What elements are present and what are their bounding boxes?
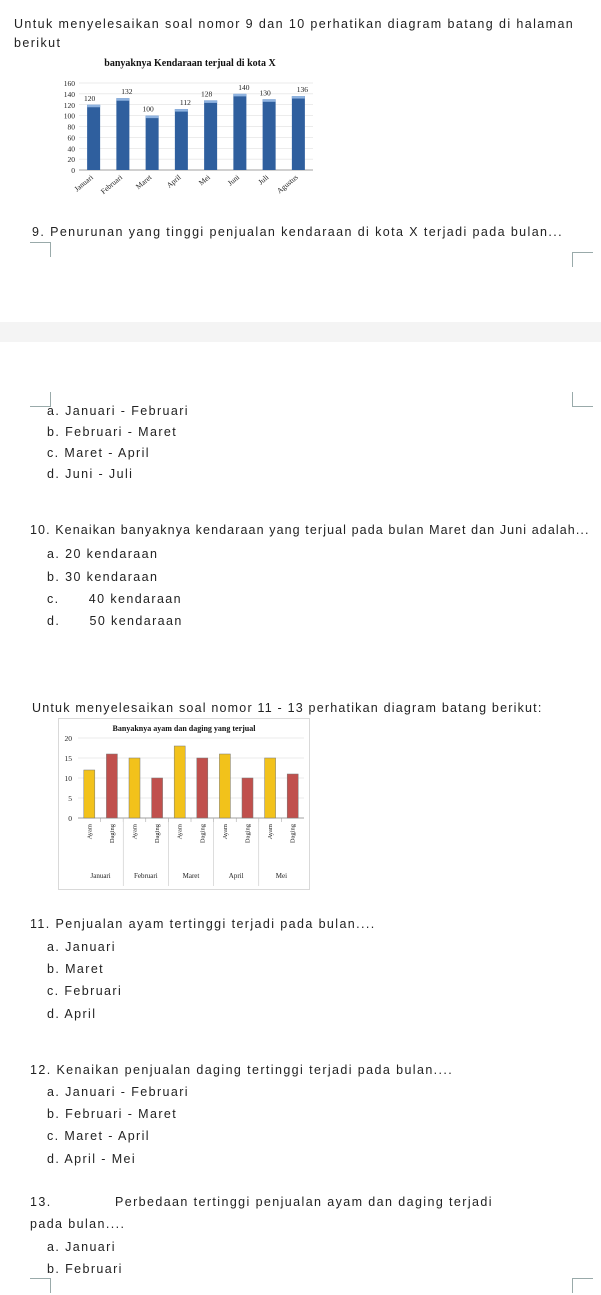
page-corner-mark bbox=[30, 1278, 51, 1293]
q12-option-a[interactable]: a. Januari - Februari bbox=[47, 1085, 189, 1099]
chart2-series-label: Ayam bbox=[86, 824, 94, 840]
chart1-y-tick: 100 bbox=[63, 111, 75, 121]
intro-line-1: Untuk menyelesaikan soal nomor 9 dan 10 perhatikan diagram batang di halaman bbox=[14, 17, 575, 31]
chart2-series-label: Daging bbox=[289, 824, 297, 844]
chart2-series-label: Daging bbox=[199, 824, 207, 844]
q9-option-d[interactable]: d. Juni - Juli bbox=[47, 467, 134, 481]
q10-option-c[interactable]: c. 40 kendaraan bbox=[47, 592, 183, 606]
q12-option-c[interactable]: c. Maret - April bbox=[47, 1129, 150, 1143]
q9-option-b[interactable]: b. Februari - Maret bbox=[47, 425, 178, 439]
chart2-series-label: Ayam bbox=[176, 824, 184, 840]
q10-option-a[interactable]: a. 20 kendaraan bbox=[47, 547, 159, 561]
chart2-y-tick: 0 bbox=[68, 814, 72, 823]
vehicle-sales-chart bbox=[55, 55, 325, 215]
chart2-bar-ayam bbox=[129, 758, 140, 818]
chart1-bar bbox=[233, 94, 246, 170]
chart1-bar bbox=[87, 105, 100, 170]
chart1-bar-cap bbox=[233, 94, 246, 97]
chart2-bar-daging bbox=[242, 778, 253, 818]
chart2-group-label: Januari bbox=[90, 872, 111, 880]
chart1-bar-cap bbox=[116, 98, 129, 101]
chart1-data-label: 112 bbox=[179, 98, 191, 108]
q11-option-b[interactable]: b. Maret bbox=[47, 962, 105, 976]
q13-number: 13. bbox=[30, 1195, 52, 1209]
chart2-bar-ayam bbox=[219, 754, 230, 818]
chart1-x-tick: Februari bbox=[98, 172, 125, 196]
q10-option-d[interactable]: d. 50 kendaraan bbox=[47, 614, 183, 628]
page-corner-mark bbox=[572, 1278, 593, 1293]
chart1-data-label: 136 bbox=[296, 85, 308, 95]
q11-option-a[interactable]: a. Januari bbox=[47, 940, 116, 954]
chart2-series-label: Ayam bbox=[267, 824, 275, 840]
chart2-group-label: Februari bbox=[133, 872, 158, 880]
q12-question: 12. Kenaikan penjualan daging tertinggi terjadi pada bulan.... bbox=[30, 1063, 454, 1077]
chart1-x-tick: Juni bbox=[225, 172, 242, 188]
chart1-bar bbox=[146, 116, 159, 170]
chart2-title: Banyaknya ayam dan daging yang terjual bbox=[112, 724, 256, 733]
q12-option-b[interactable]: b. Februari - Maret bbox=[47, 1107, 178, 1121]
chart1-data-label: 100 bbox=[142, 104, 154, 114]
chart2-y-tick: 15 bbox=[64, 754, 72, 763]
chart1-data-label: 140 bbox=[238, 82, 250, 92]
page-corner-mark bbox=[572, 392, 593, 407]
q13-question: Perbedaan tertinggi penjualan ayam dan daging terjadi bbox=[115, 1195, 493, 1209]
q10-option-b[interactable]: b. 30 kendaraan bbox=[47, 570, 159, 584]
chart1-bar-cap bbox=[175, 109, 188, 112]
chart1-bar bbox=[263, 99, 276, 170]
chart1-y-tick: 160 bbox=[63, 79, 75, 88]
chart1-x-tick: April bbox=[164, 172, 183, 190]
chart1-x-tick: Januari bbox=[72, 172, 95, 194]
q11-question: 11. Penjualan ayam tertinggi terjadi pada bulan.... bbox=[30, 917, 376, 931]
q9-option-a[interactable]: a. Januari - Februari bbox=[47, 404, 189, 418]
chart2-series-label: Daging bbox=[108, 824, 116, 844]
q11-option-d[interactable]: d. April bbox=[47, 1007, 97, 1021]
chart1-x-tick: Juli bbox=[256, 172, 271, 187]
chart1-x-tick: Maret bbox=[133, 172, 154, 192]
chart1-title: banyaknya Kendaraan terjual di kota X bbox=[104, 58, 276, 69]
chart1-bar-cap bbox=[263, 99, 276, 102]
chart2-series-label: Daging bbox=[244, 824, 252, 844]
q10-question: 10. Kenaikan banyaknya kendaraan yang terjual pada bulan Maret dan Juni adalah... bbox=[30, 523, 590, 537]
chart2-series-label: Ayam bbox=[131, 824, 139, 840]
q9-option-c[interactable]: c. Maret - April bbox=[47, 446, 150, 460]
chart2-bar-ayam bbox=[265, 758, 276, 818]
page-break-band bbox=[0, 322, 601, 342]
q12-option-d[interactable]: d. April - Mei bbox=[47, 1152, 137, 1166]
page-corner-mark bbox=[30, 242, 51, 257]
chart1-bar bbox=[292, 96, 305, 170]
q11-option-c[interactable]: c. Februari bbox=[47, 984, 123, 998]
chart1-bar bbox=[204, 100, 217, 170]
chart1-y-tick: 60 bbox=[67, 133, 75, 143]
chart1-data-label: 132 bbox=[121, 87, 133, 97]
q13-question-cont: pada bulan.... bbox=[30, 1217, 126, 1231]
chart2-series-label: Daging bbox=[154, 824, 162, 844]
chart1-y-tick: 20 bbox=[67, 155, 75, 165]
chart1-x-tick: Mei bbox=[196, 172, 212, 188]
chart1-y-tick: 120 bbox=[63, 100, 75, 110]
intro-line-2: berikut bbox=[14, 36, 62, 50]
chart2-bar-daging bbox=[287, 774, 298, 818]
chicken-meat-sales-chart bbox=[58, 718, 310, 890]
chart1-x-tick: Agustus bbox=[275, 172, 300, 196]
chart2-y-tick: 5 bbox=[68, 794, 72, 803]
chart1-bar-cap bbox=[87, 105, 100, 108]
chart1-y-tick: 0 bbox=[71, 166, 75, 175]
chart2-group-label: Maret bbox=[182, 872, 200, 880]
q13-option-b[interactable]: b. Februari bbox=[47, 1262, 123, 1276]
q13-option-a[interactable]: a. Januari bbox=[47, 1240, 116, 1254]
chart2-group-label: Mei bbox=[275, 872, 288, 880]
chart2-y-tick: 20 bbox=[64, 734, 72, 743]
chart1-data-label: 130 bbox=[259, 88, 271, 98]
chart1-bar-cap bbox=[292, 96, 305, 99]
page-corner-mark bbox=[572, 252, 593, 267]
chart1-y-tick: 40 bbox=[67, 144, 75, 154]
chart2-bar-daging bbox=[106, 754, 117, 818]
chart2-group-label: April bbox=[228, 872, 244, 880]
chart1-bar bbox=[175, 109, 188, 170]
intro-2: Untuk menyelesaikan soal nomor 11 - 13 perhatikan diagram batang berikut: bbox=[32, 701, 543, 715]
chart1-bar-cap bbox=[204, 100, 217, 103]
chart1-data-label: 120 bbox=[84, 93, 96, 103]
chart2-bar-daging bbox=[197, 758, 208, 818]
chart2-bar-ayam bbox=[84, 770, 95, 818]
chart2-series-label: Ayam bbox=[221, 824, 229, 840]
chart1-bar bbox=[116, 98, 129, 170]
chart1-data-label: 128 bbox=[201, 89, 213, 99]
chart2-y-tick: 10 bbox=[64, 774, 72, 783]
chart2-bar-ayam bbox=[174, 746, 185, 818]
chart1-y-tick: 140 bbox=[63, 89, 75, 99]
q9-question: 9. Penurunan yang tinggi penjualan kendaraan di kota X terjadi pada bulan... bbox=[32, 225, 564, 239]
chart2-bar-daging bbox=[152, 778, 163, 818]
chart1-y-tick: 80 bbox=[67, 122, 75, 132]
chart1-bar-cap bbox=[146, 116, 159, 119]
